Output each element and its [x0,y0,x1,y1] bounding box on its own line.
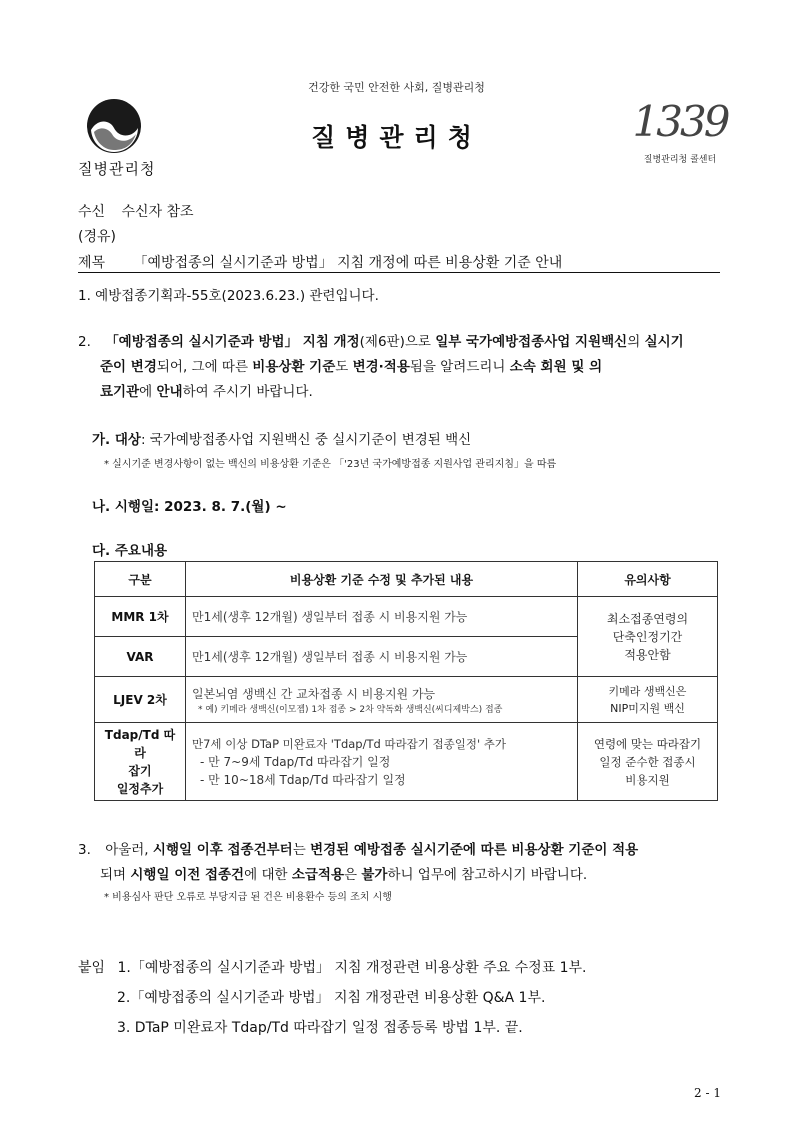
item-1: 1. 예방접종기획과-55호(2023.6.23.) 관련입니다. [78,288,379,304]
attachment-item-2: 2.「예방접종의 실시기준과 방법」 지침 개정관련 비용상환 Q&A 1부. [117,990,546,1006]
subject-label: 제목 [78,255,106,271]
table-header-row [95,562,718,597]
table-header-note: 유의사항 [578,562,718,597]
item-3-note: * 비용심사 판단 오류로 부당지급 된 건은 비용환수 등의 조치 시행 [104,892,392,903]
via-label: (경유) [78,229,116,245]
item-3: 3. 아울러, 시행일 이후 접종건부터는 변경된 예방접종 실시기준에 따른 비용상환 기준이 적용 되며 시행일 이전 접종건에 대한 소급적용은 불가하니 업무에 참고하시기 바랍니다. [78,842,639,883]
ga-note: * 실시기준 변경사항이 없는 백신의 비용상환 기준은 「'23년 국가예방접종 지원사업 관리지침」을 따름 [104,459,557,470]
section-ga [92,428,471,453]
page-number: 2 - 1 [694,1086,721,1100]
attachment-item-3: 3. DTaP 미완료자 Tdap/Td 따라잡기 일정 접종등록 방법 1부. 끝. [117,1020,523,1036]
attachment-item-1: 1.「예방접종의 실시기준과 방법」 지침 개정관련 비용상환 주요 수정표 1부. [117,960,587,976]
row-label-mmr: MMR 1차 [95,597,186,637]
section-na [92,495,287,520]
table-row [95,677,718,723]
recipient-label: 수신 [78,204,106,220]
agency-title: 질병관리청 [311,123,482,152]
subject-value: 「예방접종의 실시기준과 방법」 지침 개정에 따른 비용상환 기준 안내 [133,255,563,271]
da-label: 다. 주요내용 [92,543,168,559]
logo-left-text: 질병관리청 [78,160,156,178]
table-header-content: 비용상환 기준 수정 및 추가된 내용 [186,562,578,597]
callcenter-number: 1339 [632,97,728,146]
row-content-tdap: 만7세 이상 DTaP 미완료자 'Tdap/Td 따라잡기 접종일정' 추가 - 만 7~9세 Tdap/Td 따라잡기 일정 - 만 10~18세 Tdap/Td 따라잡기 일정 [186,723,578,801]
table-row [95,723,718,801]
row-note-tdap: 연령에 맞는 따라잡기 일정 준수한 접종시 비용지원 [578,723,718,801]
ga-label: 가. 대상 [92,432,141,448]
header-divider [78,272,720,273]
table-row [95,597,718,637]
callcenter-text: 질병관리청 콜센터 [643,155,717,165]
attachments [78,953,587,1043]
row-note-ljev: 키메라 생백신은 NIP미지원 백신 [578,677,718,723]
main-content-table [94,561,718,801]
row-label-tdap: Tdap/Td 따라 잡기 일정추가 [95,723,186,801]
ga-text: : 국가예방접종사업 지원백신 중 실시기준이 변경된 백신 [140,432,472,448]
item-2: 2. 「예방접종의 실시기준과 방법」 지침 개정(제6판)으로 일부 국가예방접종사업 지원백신의 실시기 준이 변경되어, 그에 따른 비용상환 기준도 변경·적용됨을 알려드리니 소속 회원 및 의 료기관에 안내하여 주시기 바랍니다. [78,334,684,400]
callcenter-logo [630,97,730,165]
recipient-line [78,201,194,221]
row-content-var: 만1세(생후 12개월) 생일부터 접종 시 비용지원 가능 [186,637,578,677]
row-note-mmr-var: 최소접종연령의 단축인정기간 적용안함 [578,597,718,677]
na-label: 나. 시행일 [92,499,154,515]
subject-line [78,252,562,272]
row-label-ljev: LJEV 2차 [95,677,186,723]
row-content-mmr: 만1세(생후 12개월) 생일부터 접종 시 비용지원 가능 [186,597,578,637]
table-header-category: 구분 [95,562,186,597]
row-content-ljev: 일본뇌염 생백신 간 교차접종 시 비용지원 가능 * 예) 키메라 생백신(이모젭) 1차 접종 > 2차 약독화 생백신(씨디제박스) 접종 [186,677,578,723]
na-text: : 2023. 8. 7.(월) ~ [154,499,287,515]
slogan: 건강한 국민 안전한 사회, 질병관리청 [308,81,485,94]
recipient-value: 수신자 참조 [121,204,194,220]
attachments-label: 붙임 [78,960,106,976]
row-label-var: VAR [95,637,186,677]
